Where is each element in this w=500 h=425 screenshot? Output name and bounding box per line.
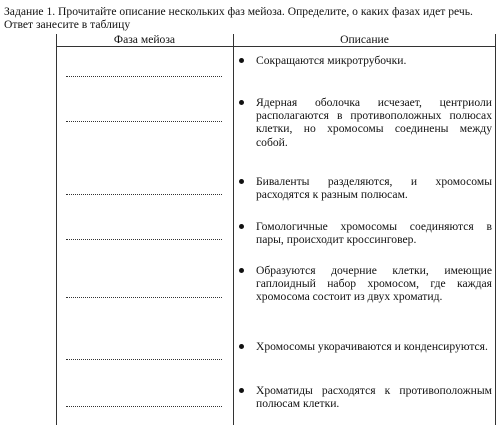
phase-description: Ядерная оболочка исчезает, центриоли располагаются в противоположных полюсах клетки, но хромосомы соединены между собой. [256,96,492,149]
bullet-icon [239,388,244,393]
table-row [236,96,492,149]
column-header-description: Описание [340,33,389,46]
answer-blank-3[interactable] [66,194,222,195]
answer-blank-6[interactable] [66,359,222,360]
table-row [236,175,492,201]
table-row [236,54,492,67]
bullet-icon [239,179,244,184]
answer-blank-1[interactable] [66,76,222,77]
bullet-icon [239,100,244,105]
table-row [236,264,492,304]
bullet-icon [239,268,244,273]
table-border-right [495,34,496,425]
table-divider [233,34,234,425]
table-row [236,220,492,246]
answer-blank-4[interactable] [66,239,222,240]
table-border-left [56,34,57,425]
phase-description: Биваленты разделяются, и хромосомы расходятся к разным полюсам. [256,175,492,202]
phase-description: Хроматиды расходятся к противоположным полюсам клетки. [256,384,492,411]
answer-blank-5[interactable] [66,297,222,298]
phase-description: Гомологичные хромосомы соединяются в пары, происходит кроссинговер. [256,220,492,247]
phase-description: Образуются дочерние клетки, имеющие гаплоидный набор хромосом, где каждая хромосома состоит из двух хроматид. [256,264,492,304]
answer-blank-7[interactable] [66,406,222,407]
answer-blank-2[interactable] [66,121,222,122]
bullet-icon [239,344,244,349]
meiosis-table [56,34,496,425]
phase-description: Хромосомы укорачиваются и конденсируются. [256,340,488,353]
column-header-phase: Фаза мейоза [113,33,176,46]
phase-description: Сокращаются микротрубочки. [256,54,407,67]
header-divider [56,46,496,47]
bullet-icon [239,58,244,63]
table-row [236,384,492,410]
task-instruction: Задание 1. Прочитайте описание нескольких фаз мейоза. Определите, о каких фазах идет речь. Ответ занесите в таблицу [4,5,473,31]
table-row [236,340,492,353]
bullet-icon [239,224,244,229]
